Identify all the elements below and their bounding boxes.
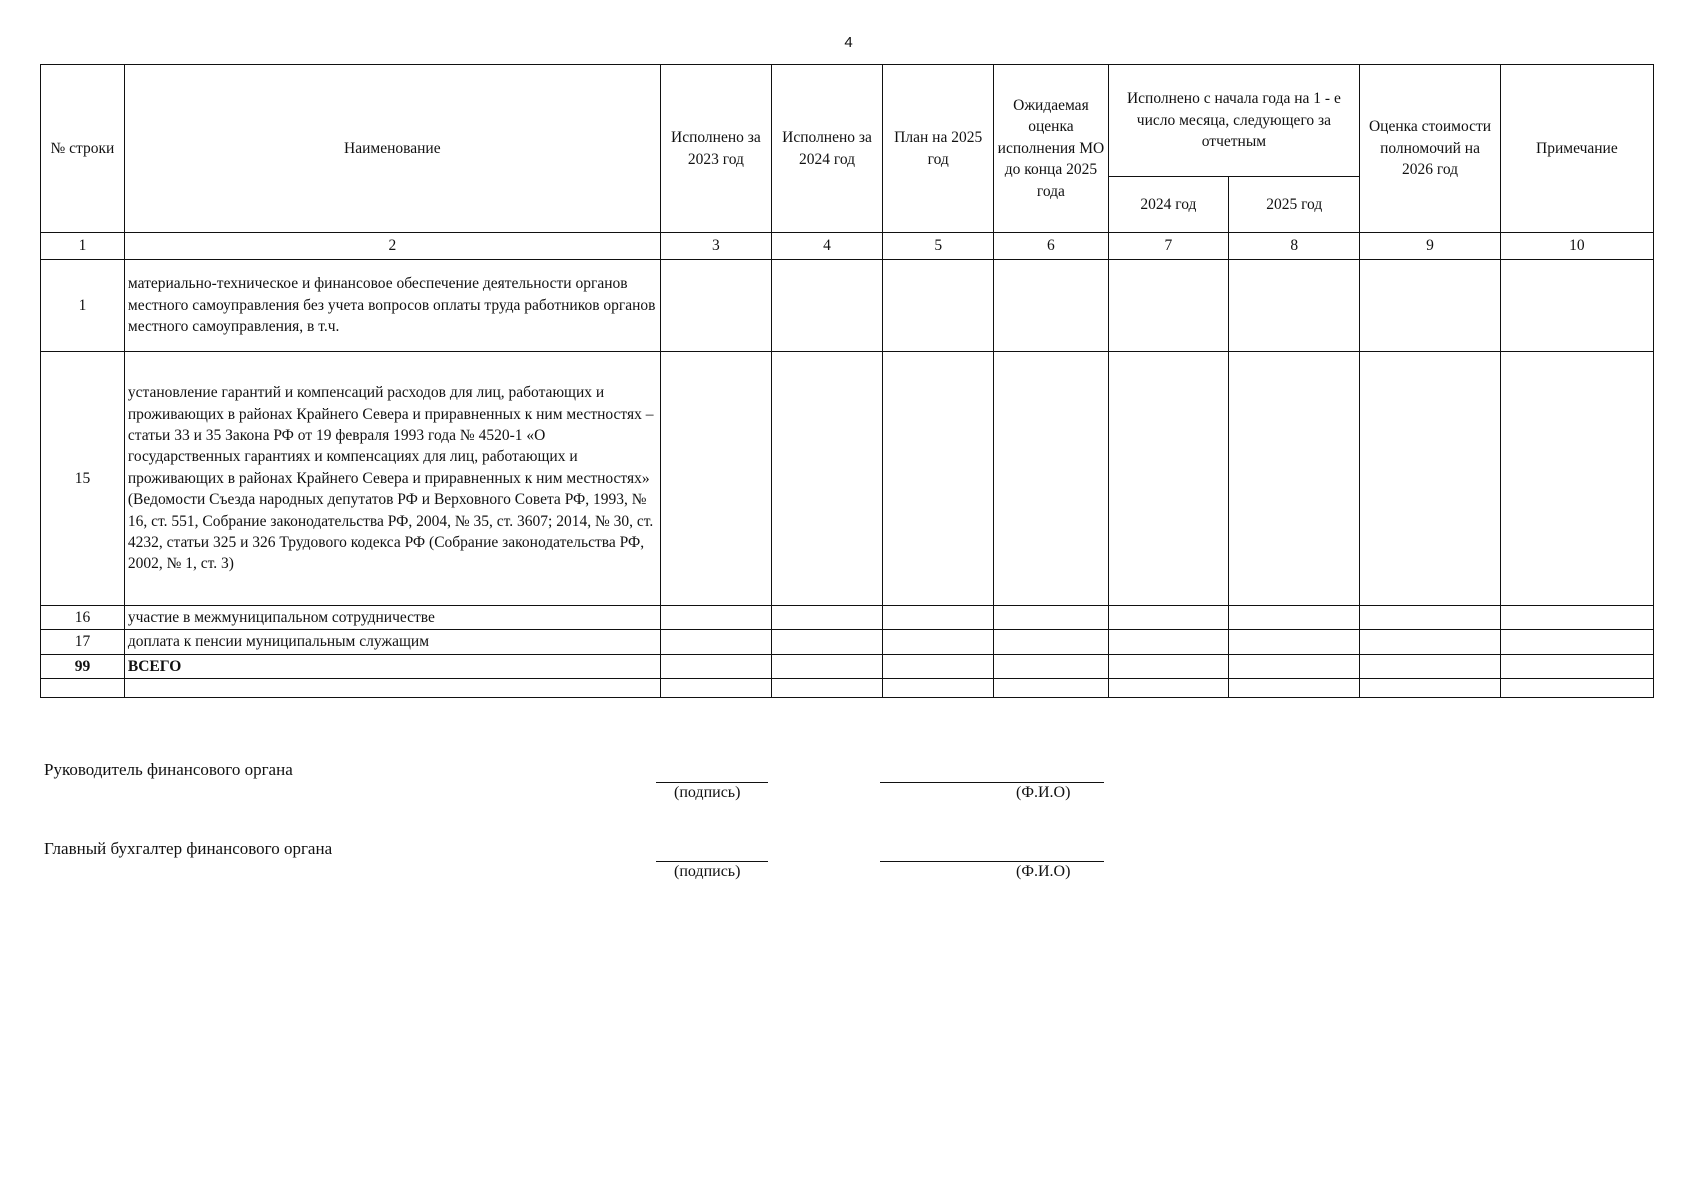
column-number: 10 <box>1500 233 1653 260</box>
value-cell <box>660 679 771 698</box>
value-cell <box>883 679 994 698</box>
value-cell <box>1500 679 1653 698</box>
header-note: Примечание <box>1500 65 1653 233</box>
value-cell <box>1229 352 1360 606</box>
value-cell <box>1108 630 1229 654</box>
row-name: доплата к пенсии муниципальным служащим <box>124 630 660 654</box>
value-cell <box>1108 260 1229 352</box>
page-number: 4 <box>844 34 853 51</box>
column-number: 2 <box>124 233 660 260</box>
signature-line <box>656 782 768 783</box>
value-cell <box>660 654 771 678</box>
value-cell <box>1360 606 1501 630</box>
value-cell <box>1229 679 1360 698</box>
head-title: Руководитель финансового органа <box>44 760 293 779</box>
value-cell <box>771 630 882 654</box>
header-row-number: № строки <box>41 65 125 233</box>
value-cell <box>1229 260 1360 352</box>
value-cell <box>1360 654 1501 678</box>
column-number-row <box>41 233 1654 260</box>
row-number: 99 <box>41 654 125 678</box>
value-cell <box>771 679 882 698</box>
value-cell <box>41 679 125 698</box>
value-cell <box>1360 679 1501 698</box>
value-cell <box>883 606 994 630</box>
table-row <box>41 352 1654 606</box>
value-cell <box>883 352 994 606</box>
column-number: 6 <box>994 233 1108 260</box>
value-cell <box>660 352 771 606</box>
table-row <box>41 606 1654 630</box>
row-name: участие в межмуниципальном сотрудничестве <box>124 606 660 630</box>
value-cell <box>994 630 1108 654</box>
header-name: Наименование <box>124 65 660 233</box>
row-number: 1 <box>41 260 125 352</box>
header-executed-ytd-group: Исполнено с начала года на 1 - е число месяца, следующего за отчетным <box>1108 65 1360 177</box>
value-cell <box>1229 630 1360 654</box>
value-cell <box>1500 260 1653 352</box>
row-name: установление гарантий и компенсаций расходов для лиц, работающих и проживающих в районах Крайнего Севера и приравненных к ним местностях – статьи 33 и 35 Закона РФ от 19 февраля 1993 года № 4520-1 «О государственных гарантиях и компенсациях для лиц, работающих и проживающих в районах Крайнего Севера и приравненных к ним местностях» (Ведомости Съезда народных депутатов РФ и Верховного Совета РФ, 1993, № 16, ст. 551, Собрание законодательства РФ, 2004, № 35, ст. 3607; 2014, № 30, ст. 4232, статьи 325 и 326 Трудового кодекса РФ (Собрание законодательства РФ, 2002, № 1, ст. 3) <box>124 352 660 606</box>
name-line <box>880 782 1104 783</box>
column-number: 1 <box>41 233 125 260</box>
row-number: 16 <box>41 606 125 630</box>
column-number: 7 <box>1108 233 1229 260</box>
column-number: 9 <box>1360 233 1501 260</box>
value-cell <box>1500 630 1653 654</box>
empty-row <box>41 679 1654 698</box>
value-cell <box>1500 352 1653 606</box>
header-plan-2025: План на 2025 год <box>883 65 994 233</box>
signature-caption: (подпись) <box>674 784 741 801</box>
value-cell <box>1229 606 1360 630</box>
table-row <box>41 260 1654 352</box>
value-cell <box>883 630 994 654</box>
row-name: ВСЕГО <box>124 654 660 678</box>
value-cell <box>660 630 771 654</box>
table-row <box>41 630 1654 654</box>
header-cost-estimate-2026: Оценка стоимости полномочий на 2026 год <box>1360 65 1501 233</box>
header-expected-estimate: Ожидаемая оценка исполнения МО до конца 2025 года <box>994 65 1108 233</box>
value-cell <box>994 606 1108 630</box>
value-cell <box>994 352 1108 606</box>
header-ytd-2024: 2024 год <box>1108 177 1229 233</box>
row-number: 17 <box>41 630 125 654</box>
value-cell <box>1360 630 1501 654</box>
value-cell <box>1108 352 1229 606</box>
column-number: 8 <box>1229 233 1360 260</box>
value-cell <box>1360 352 1501 606</box>
column-number: 3 <box>660 233 771 260</box>
value-cell <box>1500 606 1653 630</box>
value-cell <box>883 654 994 678</box>
value-cell <box>660 606 771 630</box>
value-cell <box>1500 654 1653 678</box>
column-number: 4 <box>771 233 882 260</box>
header-ytd-2025: 2025 год <box>1229 177 1360 233</box>
value-cell <box>771 606 882 630</box>
total-row <box>41 654 1654 678</box>
row-number: 15 <box>41 352 125 606</box>
value-cell <box>1360 260 1501 352</box>
value-cell <box>124 679 660 698</box>
name-caption: (Ф.И.О) <box>1016 863 1071 880</box>
header-executed-2024: Исполнено за 2024 год <box>771 65 882 233</box>
value-cell <box>1229 654 1360 678</box>
value-cell <box>883 260 994 352</box>
value-cell <box>1108 679 1229 698</box>
value-cell <box>660 260 771 352</box>
signature-line <box>656 861 768 862</box>
name-caption: (Ф.И.О) <box>1016 784 1071 801</box>
value-cell <box>994 654 1108 678</box>
signature-caption: (подпись) <box>674 863 741 880</box>
header-executed-2023: Исполнено за 2023 год <box>660 65 771 233</box>
value-cell <box>771 352 882 606</box>
value-cell <box>771 654 882 678</box>
value-cell <box>994 679 1108 698</box>
value-cell <box>994 260 1108 352</box>
report-table <box>40 64 1654 698</box>
value-cell <box>1108 654 1229 678</box>
name-line <box>880 861 1104 862</box>
column-number: 5 <box>883 233 994 260</box>
accountant-title: Главный бухгалтер финансового органа <box>44 839 333 858</box>
row-name: материально-техническое и финансовое обеспечение деятельности органов местного самоуправления без учета вопросов оплаты труда работников органов местного самоуправления, в т.ч. <box>124 260 660 352</box>
value-cell <box>771 260 882 352</box>
value-cell <box>1108 606 1229 630</box>
